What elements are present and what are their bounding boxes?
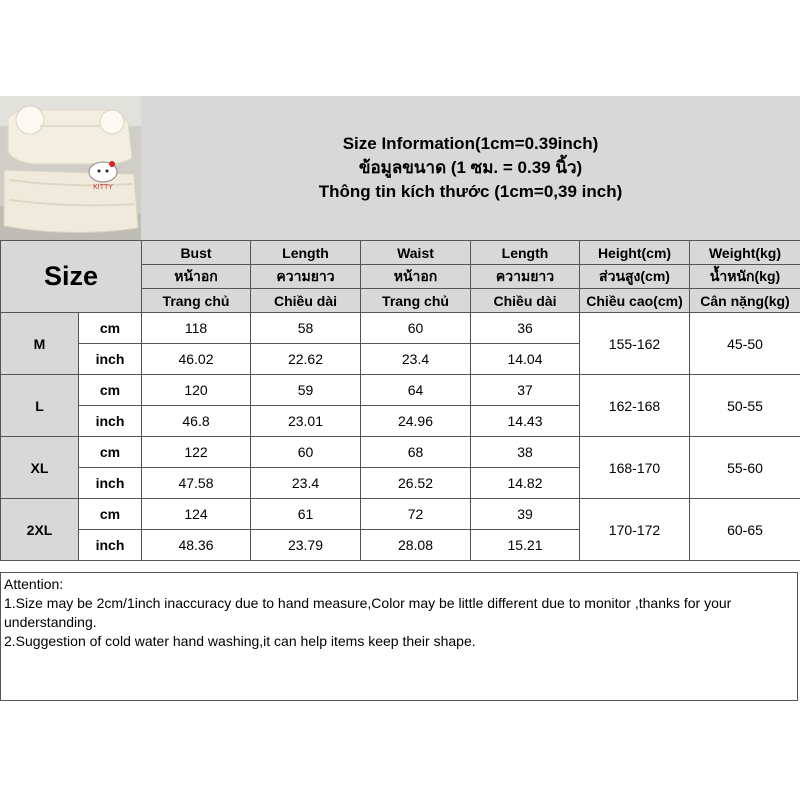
unit-cm: cm <box>79 313 142 344</box>
cell-xl-cm-length2: 38 <box>471 437 580 468</box>
attention-line-2: 2.Suggestion of cold water hand washing,it can help items keep their shape. <box>4 633 476 649</box>
size-label-l: L <box>1 375 79 437</box>
title-vietnamese: Thông tin kích thước (1cm=0,39 inch) <box>318 182 623 201</box>
cell-xl-inch-waist: 26.52 <box>361 468 471 499</box>
cell-2xl-weight: 60-65 <box>690 499 800 561</box>
cell-l-inch-length: 23.01 <box>251 406 361 437</box>
header-waist-th: หน้าอก <box>361 265 471 289</box>
cell-m-inch-waist: 23.4 <box>361 344 471 375</box>
cell-xl-inch-length: 23.4 <box>251 468 361 499</box>
cell-xl-cm-waist: 68 <box>361 437 471 468</box>
embroidery-text: KITTY <box>93 184 113 191</box>
product-photo <box>0 96 141 240</box>
cell-m-cm-waist: 60 <box>361 313 471 344</box>
cell-l-inch-waist: 24.96 <box>361 406 471 437</box>
cell-m-cm-bust: 118 <box>142 313 251 344</box>
attention-heading: Attention: <box>4 576 64 592</box>
unit-inch: inch <box>79 344 142 375</box>
cell-m-inch-bust: 46.02 <box>142 344 251 375</box>
cell-xl-cm-length: 60 <box>251 437 361 468</box>
header-bust-en: Bust <box>142 241 251 265</box>
size-label-m: M <box>1 313 79 375</box>
title-english: Size Information(1cm=0.39inch) <box>342 134 599 153</box>
header-length2-vi: Chiều dài <box>471 289 580 313</box>
cell-m-inch-length: 22.62 <box>251 344 361 375</box>
cell-2xl-inch-waist: 28.08 <box>361 530 471 561</box>
cell-xl-weight: 55-60 <box>690 437 800 499</box>
cell-l-cm-length2: 37 <box>471 375 580 406</box>
unit-inch: inch <box>79 406 142 437</box>
size-label-2xl: 2XL <box>1 499 79 561</box>
header-height-th: ส่วนสูง(cm) <box>580 265 690 289</box>
cell-2xl-cm-length2: 39 <box>471 499 580 530</box>
cell-2xl-inch-bust: 48.36 <box>142 530 251 561</box>
cell-l-inch-length2: 14.43 <box>471 406 580 437</box>
size-table <box>0 240 800 561</box>
cell-xl-height: 168-170 <box>580 437 690 499</box>
cell-2xl-inch-length2: 15.21 <box>471 530 580 561</box>
cell-2xl-cm-waist: 72 <box>361 499 471 530</box>
product-photo-art <box>0 96 141 240</box>
header-height-en: Height(cm) <box>580 241 690 265</box>
header-weight-en: Weight(kg) <box>690 241 800 265</box>
cell-l-inch-bust: 46.8 <box>142 406 251 437</box>
cell-xl-inch-bust: 47.58 <box>142 468 251 499</box>
header-length2-en: Length <box>471 241 580 265</box>
header-height-vi: Chiều cao(cm) <box>580 289 690 313</box>
size-header-label: Size <box>43 261 99 291</box>
cell-2xl-cm-bust: 124 <box>142 499 251 530</box>
cell-l-cm-bust: 120 <box>142 375 251 406</box>
cell-m-inch-length2: 14.04 <box>471 344 580 375</box>
header-bust-vi: Trang chủ <box>142 289 251 313</box>
chart-header <box>0 96 800 240</box>
header-length2-th: ความยาว <box>471 265 580 289</box>
cell-m-weight: 45-50 <box>690 313 800 375</box>
cell-l-height: 162-168 <box>580 375 690 437</box>
header-bust-th: หน้าอก <box>142 265 251 289</box>
cell-l-cm-length: 59 <box>251 375 361 406</box>
size-chart <box>0 96 800 703</box>
unit-cm: cm <box>79 499 142 530</box>
cell-2xl-cm-length: 61 <box>251 499 361 530</box>
cell-2xl-inch-length: 23.79 <box>251 530 361 561</box>
cell-l-weight: 50-55 <box>690 375 800 437</box>
header-waist-vi: Trang chủ <box>361 289 471 313</box>
cell-m-cm-length2: 36 <box>471 313 580 344</box>
cell-m-height: 155-162 <box>580 313 690 375</box>
attention-note <box>0 572 798 701</box>
unit-cm: cm <box>79 437 142 468</box>
unit-cm: cm <box>79 375 142 406</box>
size-header-cell <box>1 241 142 313</box>
header-length-th: ความยาว <box>251 265 361 289</box>
header-length-en: Length <box>251 241 361 265</box>
cell-m-cm-length: 58 <box>251 313 361 344</box>
cell-xl-inch-length2: 14.82 <box>471 468 580 499</box>
title-thai: ข้อมูลขนาด (1 ซม. = 0.39 นิ้ว) <box>358 158 583 177</box>
header-weight-th: น้ำหนัก(kg) <box>690 265 800 289</box>
cell-xl-cm-bust: 122 <box>142 437 251 468</box>
header-waist-en: Waist <box>361 241 471 265</box>
attention-line-1: 1.Size may be 2cm/1inch inaccuracy due to hand measure,Color may be little different due to monitor ,thanks for your understanding. <box>4 595 732 630</box>
title-block <box>141 96 800 240</box>
size-label-xl: XL <box>1 437 79 499</box>
header-length-vi: Chiều dài <box>251 289 361 313</box>
cell-2xl-height: 170-172 <box>580 499 690 561</box>
header-weight-vi: Cân nặng(kg) <box>690 289 800 313</box>
unit-inch: inch <box>79 530 142 561</box>
cell-l-cm-waist: 64 <box>361 375 471 406</box>
unit-inch: inch <box>79 468 142 499</box>
